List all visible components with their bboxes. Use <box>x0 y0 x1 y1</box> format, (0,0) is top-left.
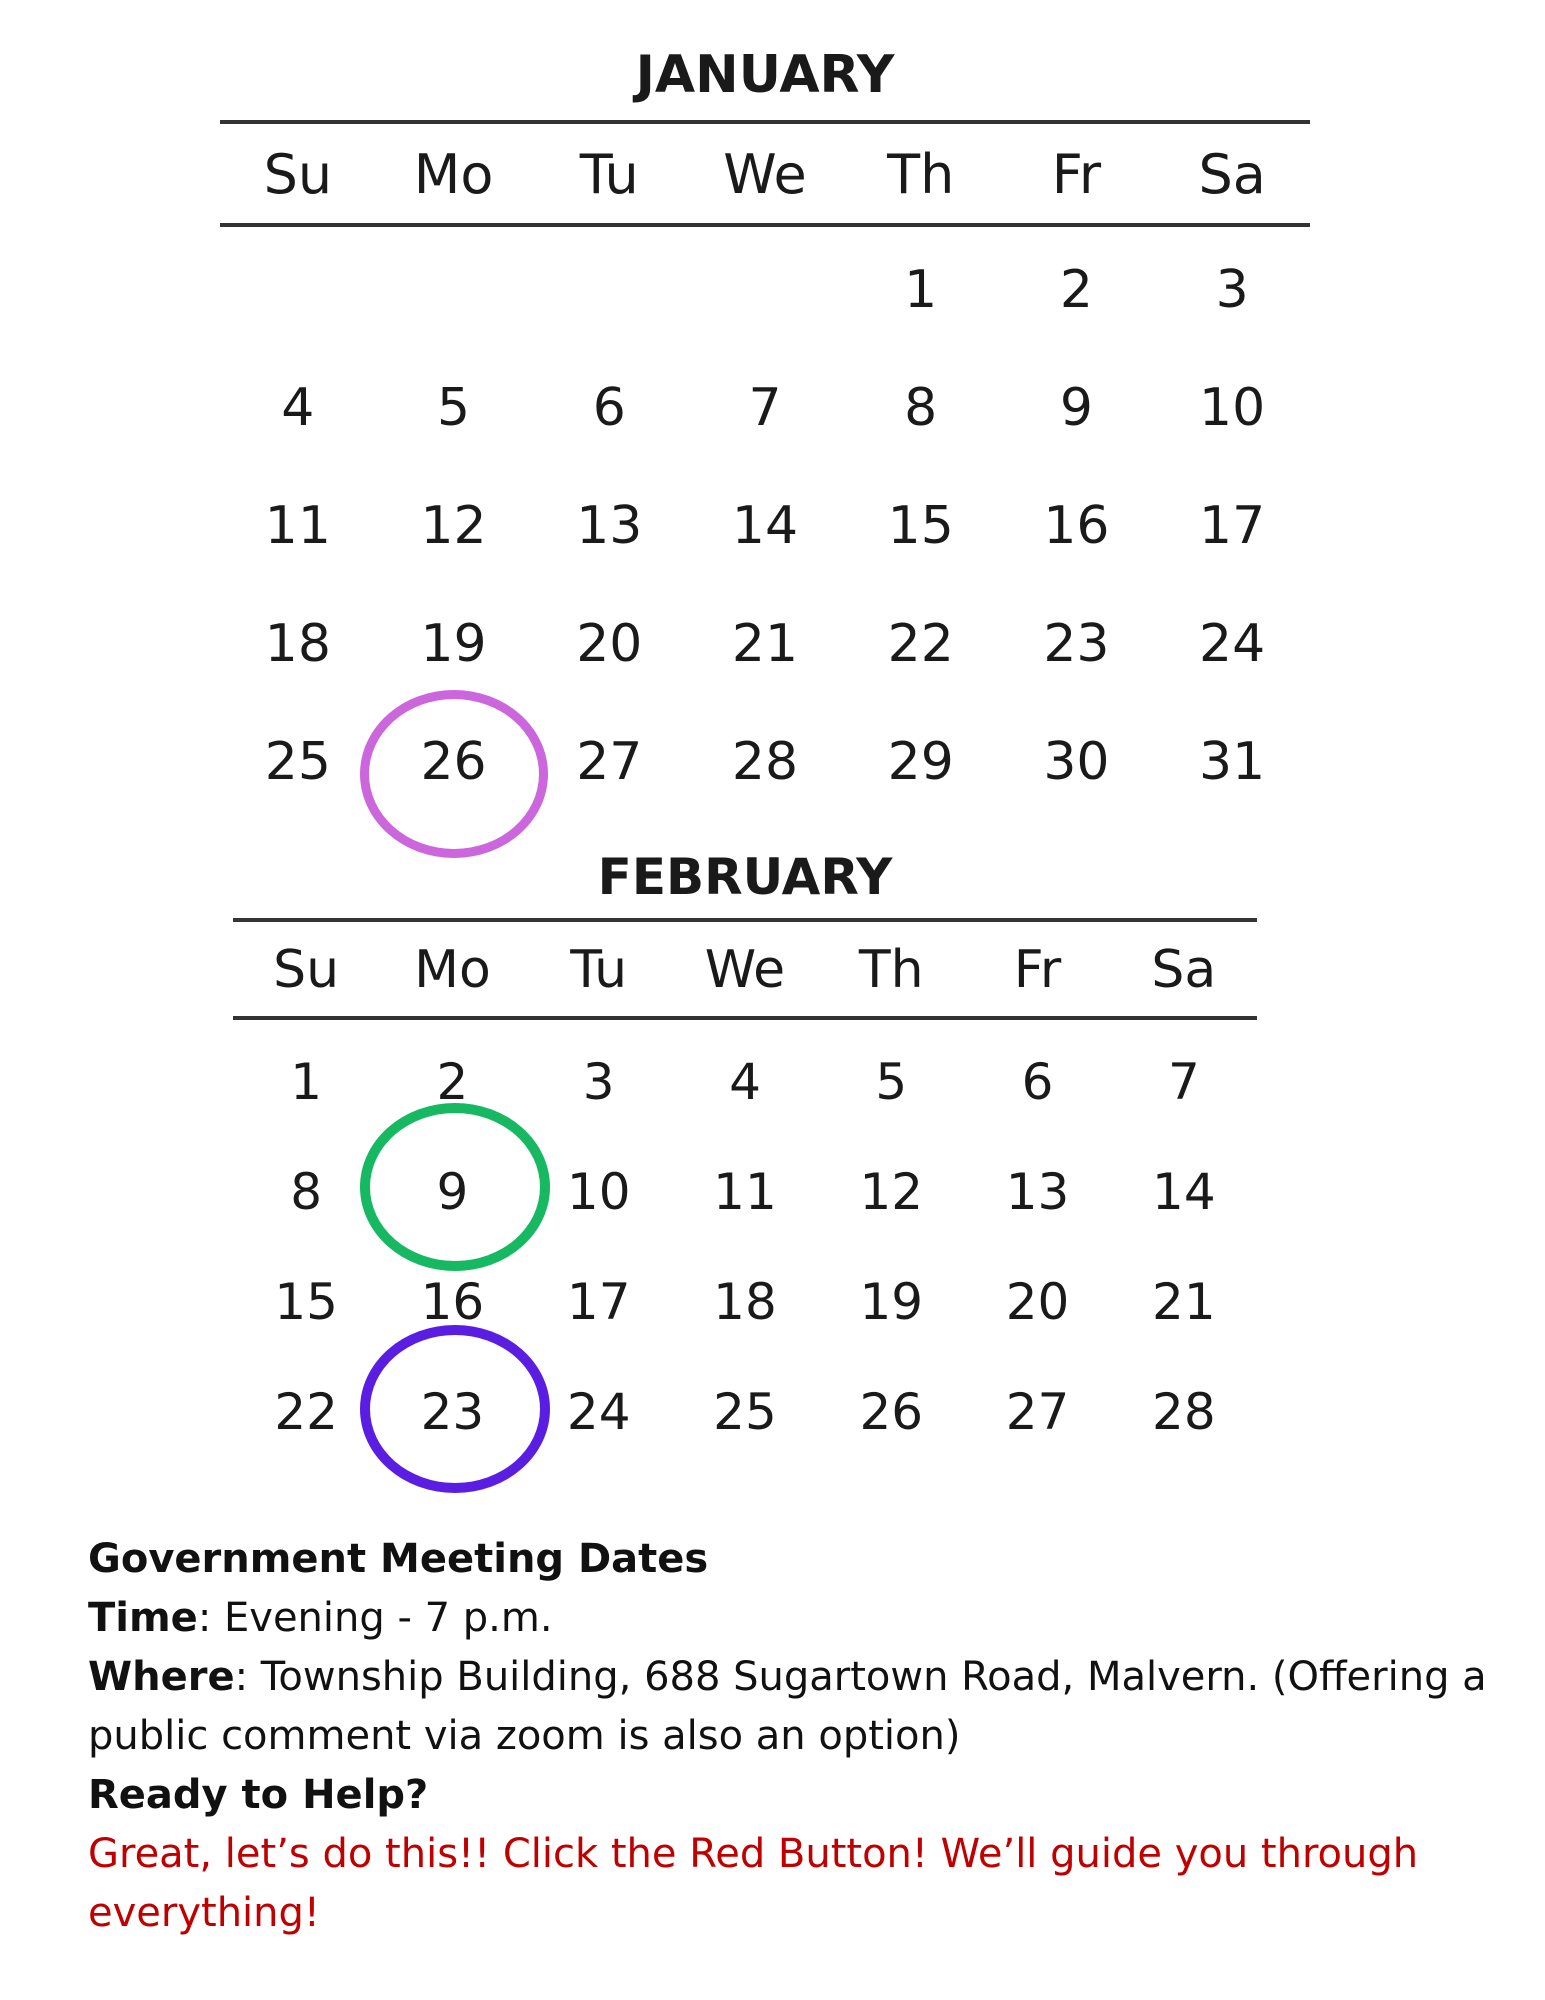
day-cell: 21 <box>1152 1273 1216 1331</box>
day-cell: 3 <box>1215 260 1249 320</box>
day-cell: 3 <box>582 1053 615 1111</box>
day-cell: 21 <box>731 614 799 674</box>
day-cell: 17 <box>1199 496 1266 556</box>
day-cell: 22 <box>274 1383 338 1441</box>
day-cell: 24 <box>1199 614 1266 674</box>
day-cell: 18 <box>264 614 331 674</box>
day-cell: 25 <box>713 1383 777 1441</box>
day-cell: 10 <box>1199 378 1266 438</box>
day-cell: 20 <box>1005 1273 1070 1331</box>
day-cell: 11 <box>264 496 331 556</box>
info-heading: Government Meeting Dates <box>88 1536 709 1582</box>
day-cell: 4 <box>729 1053 761 1111</box>
day-cell: 18 <box>713 1273 777 1331</box>
weekday-header <box>233 940 1257 1000</box>
day-cell: 10 <box>566 1163 631 1221</box>
day-cell: 8 <box>290 1163 323 1221</box>
weekday-label: Su <box>263 143 333 206</box>
day-cell: 4 <box>281 378 315 438</box>
ready-heading: Ready to Help? <box>88 1772 429 1818</box>
day-cell: 13 <box>576 496 643 556</box>
day-cell: 7 <box>1167 1053 1200 1111</box>
week-row <box>233 1273 1257 1331</box>
day-cell: 19 <box>420 614 487 674</box>
day-cell: 8 <box>904 378 938 438</box>
day-cell: 17 <box>566 1273 631 1331</box>
day-cell: 14 <box>1152 1163 1216 1221</box>
day-cell <box>531 260 687 320</box>
divider <box>220 223 1310 227</box>
where-value: : Township Building, 688 Sugartown Road, Malvern. (Offering a public comment via zoom is also an option) <box>88 1654 1487 1759</box>
divider <box>220 120 1310 124</box>
day-cell <box>220 260 376 320</box>
weekday-label: Mo <box>413 143 494 206</box>
day-cell: 16 <box>420 1273 485 1331</box>
week-row <box>220 496 1310 556</box>
week-row <box>220 260 1310 320</box>
day-cell: 9 <box>1059 378 1093 438</box>
day-cell: 23 <box>1043 614 1110 674</box>
day-cell: 1 <box>290 1053 323 1111</box>
day-cell: 29 <box>887 732 954 792</box>
day-cell: 12 <box>859 1163 924 1221</box>
day-cell: 6 <box>592 378 626 438</box>
day-cell: 24 <box>566 1383 631 1441</box>
day-cell: 20 <box>576 614 643 674</box>
weekday-label: Fr <box>1051 143 1102 206</box>
day-cell: 25 <box>264 732 331 792</box>
day-cell: 15 <box>274 1273 338 1331</box>
day-cell: 9 <box>436 1163 469 1221</box>
weekday-label: Tu <box>579 143 639 206</box>
day-cell: 11 <box>713 1163 777 1221</box>
weekday-label: Mo <box>414 940 491 1000</box>
day-cell: 13 <box>1005 1163 1070 1221</box>
date-circle-marker <box>360 690 548 858</box>
week-row <box>233 1053 1257 1111</box>
day-cell: 22 <box>887 614 954 674</box>
day-cell: 16 <box>1043 496 1110 556</box>
day-cell <box>376 260 532 320</box>
meeting-info <box>88 1530 1508 1943</box>
weekday-header <box>220 143 1310 206</box>
month-title: FEBRUARY <box>597 848 893 906</box>
day-cell: 28 <box>731 732 799 792</box>
divider <box>233 918 1257 922</box>
weekday-label: Th <box>887 143 955 206</box>
weekday-label: Sa <box>1198 143 1266 206</box>
weekday-label: We <box>723 143 807 206</box>
weekday-label: Tu <box>570 940 628 1000</box>
day-cell: 27 <box>576 732 643 792</box>
day-cell: 7 <box>748 378 782 438</box>
day-cell: 30 <box>1043 732 1110 792</box>
day-cell: 1 <box>904 260 938 320</box>
day-cell: 5 <box>437 378 471 438</box>
day-cell: 2 <box>436 1053 469 1111</box>
day-cell: 23 <box>420 1383 485 1441</box>
day-cell: 5 <box>875 1053 908 1111</box>
day-cell: 27 <box>1005 1383 1070 1441</box>
weekday-label: Su <box>273 940 340 1000</box>
weekday-label: We <box>704 940 786 1000</box>
month-title: JANUARY <box>635 45 895 105</box>
weekday-label: Th <box>858 940 924 1000</box>
day-cell: 26 <box>420 732 487 792</box>
divider <box>233 1016 1257 1020</box>
day-cell: 14 <box>731 496 799 556</box>
day-cell: 12 <box>420 496 487 556</box>
day-cell: 2 <box>1059 260 1093 320</box>
weekday-label: Sa <box>1151 940 1217 1000</box>
day-cell: 15 <box>887 496 954 556</box>
day-cell <box>687 260 843 320</box>
date-circle-marker <box>360 1325 550 1493</box>
day-cell: 28 <box>1152 1383 1216 1441</box>
where-label: Where <box>88 1654 235 1700</box>
weekday-label: Fr <box>1013 940 1062 1000</box>
time-value: : Evening - 7 p.m. <box>197 1595 553 1641</box>
call-to-action: Great, let’s do this!! Click the Red Button! We’ll guide you through everything! <box>88 1831 1419 1936</box>
day-cell: 26 <box>859 1383 924 1441</box>
date-circle-marker <box>360 1103 550 1271</box>
time-label: Time <box>88 1595 198 1641</box>
day-cell: 19 <box>859 1273 924 1331</box>
day-cell: 31 <box>1199 732 1266 792</box>
week-row <box>220 378 1310 438</box>
week-row <box>220 614 1310 674</box>
day-cell: 6 <box>1021 1053 1054 1111</box>
